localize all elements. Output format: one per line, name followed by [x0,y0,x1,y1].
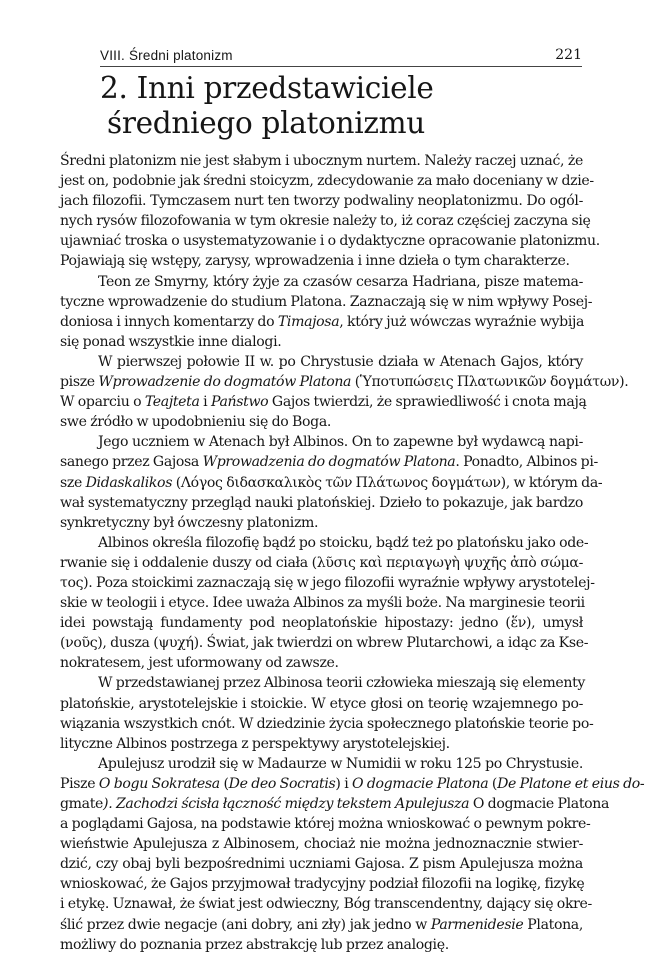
text-line [60,894,592,914]
text-segment: Jego uczniem w Atenach był Albinos. On to zapewne był wydawcą napi- [98,434,583,451]
text-segment: (Ὑποτυπώσεις Πλατωνικῶν δογμάτων). [351,374,629,391]
text-line [60,593,583,613]
text-line [60,734,583,754]
text-segment: ( [219,775,229,792]
text-segment: W oparciu o [60,394,145,411]
text-segment: a poglądami Gajosa, na podstawie której można wnioskować o pewnym pokre- [60,816,591,833]
text-segment: wnioskować, że Gajos przyjmował tradycyjny podział filozofii na logikę, fizykę [60,876,585,893]
text-segment: się ponad wszystkie inne dialogi. [60,333,282,350]
text-segment: doniosa i innych komentarzy do [60,313,278,330]
text-segment: Albinos określa filozofię bądź po stoicku, bądź też po platońsku jako ode- [98,534,589,551]
running-title: VIII. Średni platonizm [100,48,233,63]
text-line [60,191,583,211]
italic-title: Timajosa [277,313,340,330]
text-segment: platońskie, arystotelejskie i stoickie. W etyce głosi on teorię wzajemnego po- [60,695,583,712]
italic-title: Państwo [210,394,269,411]
text-segment: pisze [60,374,99,391]
italic-title: O dogmacie Platona [352,775,489,792]
text-segment: Platona, [523,916,583,933]
text-segment: nych rysów filozofowania w tym okresie należy to, iż coraz częściej zaczyna się [60,213,591,230]
text-segment: O dogmacie Platona [472,796,610,812]
text-segment: Apulejusz urodził się w Madaurze w Numidii w roku 125 po Chrystusie. [98,755,583,772]
text-segment: tyczne wprowadzenie do studium Platona. Zaznaczają się w nim wpływy Posej- [60,293,593,310]
text-line [60,834,583,854]
body-text [60,151,645,955]
text-line [60,714,594,734]
text-segment: (Λόγος διδασκαλικὸς τῶν Πλάτωνος δογμάτων), w którym da- [172,474,603,491]
text-segment: τος). Poza stoickimi zaznaczają się w jego filozofii wyraźnie wpływy arystotelej- [60,574,595,591]
text-segment: lityczne Albinos postrzega z perspektywy arystotelejskiej. [60,735,450,752]
text-line [60,392,587,412]
text-line [60,673,583,693]
text-line [60,694,583,714]
text-line [60,513,583,533]
text-segment: . Ponadto, Albinos pi- [455,454,598,471]
text-segment: rwanie się i oddalenie duszy od ciała (λῦσις καὶ περιαγωγὴ ψυχῆς ἀπὸ σώμα- [60,554,583,571]
italic-title: De deo Socratis [228,775,336,792]
italic-title: O bogu Sokratesa [98,775,220,792]
text-line [60,573,595,593]
chapter-title-line: średniego platonizmu [107,106,425,140]
text-segment: możliwy do poznania przez abstrakcję lub przez analogię. [60,936,449,953]
text-segment: sanego przez Gajosa [60,454,203,471]
text-segment: synkretyczny był ówczesny platonizm. [60,514,319,531]
running-header [100,48,582,66]
text-segment: sze [60,474,86,491]
text-segment: jach filozofii. Tymczasem nurt ten tworzy podwaliny neoplatonizmu. Do ogól- [60,193,583,210]
text-line [60,493,583,513]
text-segment: wieństwie Apulejusza z Albinosem, chociaż nie można jednoznacznie stwier- [60,836,583,853]
text-segment: ) i [335,775,352,792]
text-line [60,452,598,472]
text-segment: i etykę. Uznawał, że świat jest odwieczny, Bóg transcendentny, dający się okre- [60,896,592,913]
text-segment: W przedstawianej przez Albinosa teorii człowieka mieszają się elementy [98,675,585,692]
page-number: 221 [555,47,582,63]
text-line [60,874,583,894]
text-segment: Gajos twierdzi, że sprawiedliwość i cnota mają [268,394,587,411]
text-segment: ślić przez dwie negacje (ani dobry, ani zły) jak jedno w [60,916,431,933]
text-line [60,935,583,955]
text-segment: ujawniać troska o usystematyzowanie i o dydaktyczne opracowanie platonizmu. [60,233,600,250]
text-line [60,231,600,251]
text-segment: i [199,394,211,411]
text-segment: Średni platonizm nie jest słabym i ubocznym nurtem. Należy raczej uznać, że [60,153,583,169]
text-line [60,633,589,653]
text-line [60,754,583,774]
text-segment: nokratesem, jest uformowany od zawsze. [60,655,339,672]
text-line [60,553,583,573]
text-segment: Pojawiają się wstępy, zarysy, wprowadzenia i inne dzieła o tym charakterze. [60,253,570,270]
italic-title: ). Zachodzi ścisła łączność między tekstem Apulejusza [103,796,473,812]
text-line [60,794,610,814]
text-line [60,915,583,935]
text-line [60,211,591,231]
text-line [60,251,583,271]
text-segment: gmate [60,796,104,812]
text-line [60,412,583,432]
text-line [60,352,583,372]
text-segment: jest on, podobnie jak średni stoicyzm, zdecydowanie za mało doceniany w dzie- [60,173,594,190]
text-line [60,814,591,834]
text-segment: skie w teologii i etyce. Idee uważa Albinos za myśli boże. Na marginesie teorii [60,595,585,612]
text-line [60,332,583,352]
text-line [60,473,603,493]
text-segment: swe źródło w upodobnieniu się do Boga. [60,414,332,431]
text-segment: dzić, czy obaj byli bezpośrednimi uczniami Gajosa. Z pism Apulejusza można [60,856,583,873]
italic-title: Parmenidesie [430,916,524,933]
text-line [60,171,594,191]
text-line [60,533,589,553]
italic-title: Wprowadzenie do dogmatów Platona [98,374,352,391]
italic-title: Didaskalikos [85,474,173,491]
text-line [60,854,583,874]
text-line [60,653,583,673]
text-segment: W pierwszej połowie II w. po Chrystusie działa w Atenach Gajos, który [98,353,583,370]
text-line [60,272,583,292]
italic-title: Wprowadzenia do dogmatów Platona [202,454,456,471]
text-line [60,432,583,452]
text-segment: wał systematyczny przegląd nauki platońskiej. Dzieło to pokazuje, jak bardzo [60,494,583,511]
text-segment: Teon ze Smyrny, który żyje za czasów cesarza Hadriana, pisze matema- [98,273,583,290]
text-line [60,151,583,171]
text-line [60,774,645,794]
header-rule [100,66,582,67]
chapter-title-line: 2. Inni przedstawiciele [100,71,434,105]
text-line [60,312,583,332]
text-segment: ( [488,775,498,792]
text-segment: (νοῦς), dusza (ψυχή). Świat, jak twierdzi on wbrew Plutarchowi, a idąc za Kse- [60,635,589,652]
text-line [60,372,629,392]
chapter-title [100,71,520,141]
italic-title: Teajteta [144,394,200,411]
text-line [60,613,583,633]
italic-title: De Platone et eius do- [497,775,645,792]
text-line [60,292,593,312]
text-segment: Pisze [60,775,99,792]
text-segment: idei powstają fundamenty pod neoplatońskie hipostazy: jedno (ἕν), umysł [60,615,583,632]
text-segment: wiązania wszystkich cnót. W dziedzinie życia społecznego platońskie teorie po- [60,715,594,732]
text-segment: , który już wówczas wyraźnie wybija [339,313,585,330]
